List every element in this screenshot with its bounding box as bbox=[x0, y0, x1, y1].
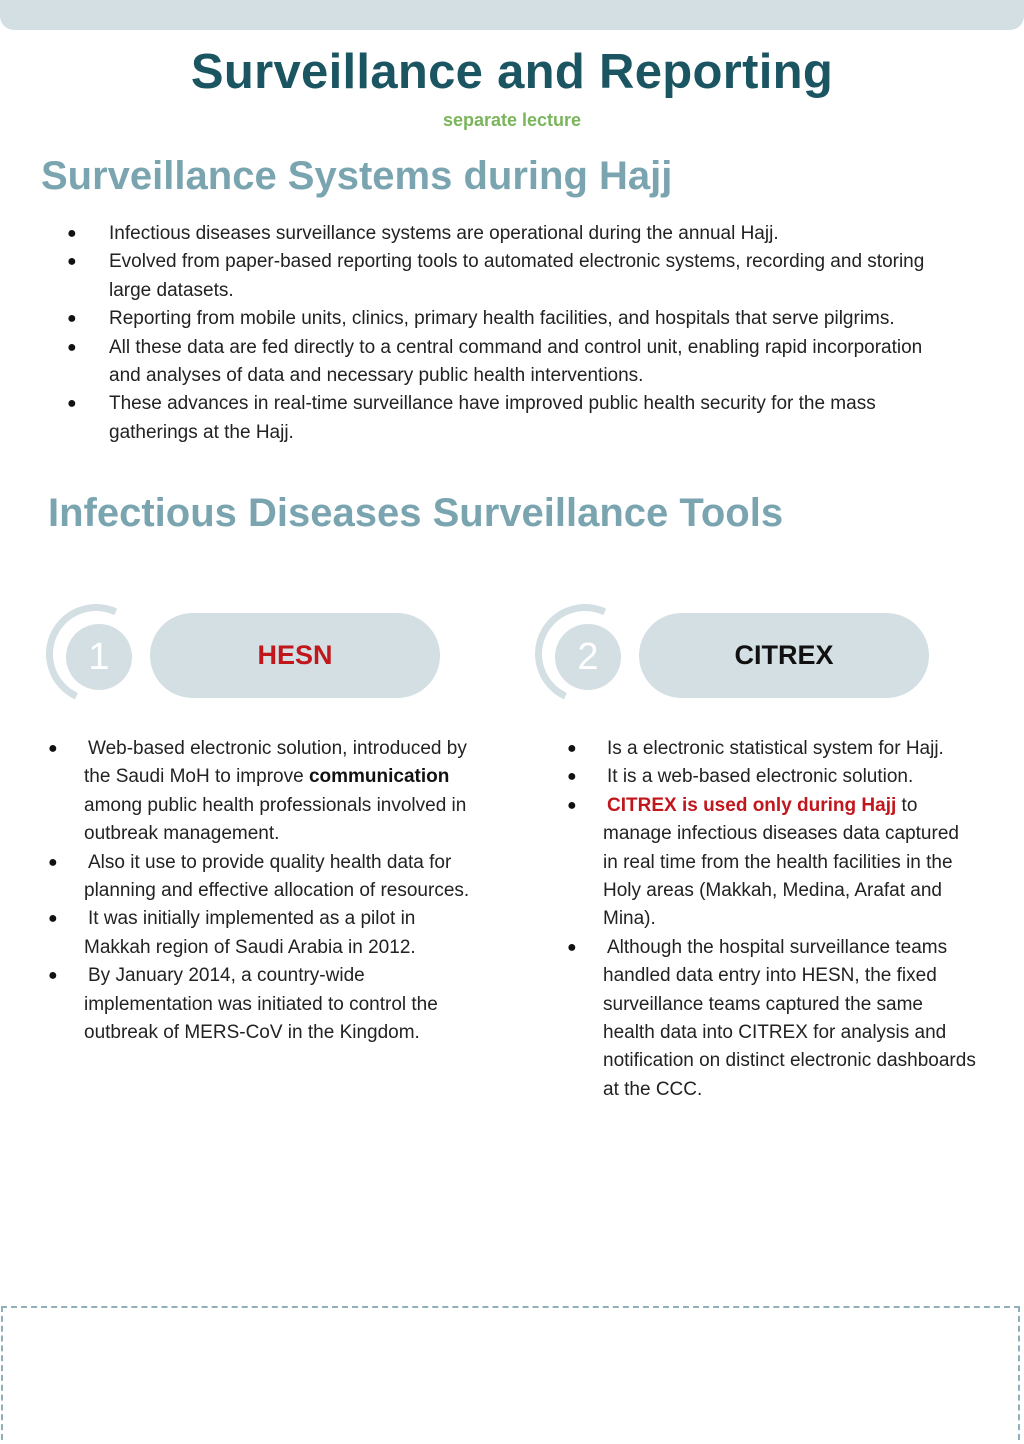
tool-number-badge: 1 bbox=[66, 624, 132, 690]
tool-number-badge: 2 bbox=[555, 624, 621, 690]
footer-dashed-box bbox=[1, 1306, 1020, 1440]
bullet-dot-icon: ● bbox=[567, 740, 577, 757]
hesn-details-list bbox=[48, 735, 479, 1047]
page-title: Surveillance and Reporting bbox=[190, 45, 834, 99]
tool-card-citrex bbox=[531, 602, 971, 707]
bullet-dot-icon: ● bbox=[567, 938, 577, 956]
list-item: ● It was initially implemented as a pilot in Makkah region of Saudi Arabia in 2012. bbox=[84, 905, 479, 962]
bullet-dot-icon: ● bbox=[67, 395, 77, 413]
list-item: ● Infectious diseases surveillance systems are operational during the annual Hajj. bbox=[109, 220, 939, 248]
bullet-dot-icon: ● bbox=[67, 310, 77, 328]
bullet-dot-icon: ● bbox=[67, 338, 77, 356]
bullet-dot-icon: ● bbox=[567, 768, 577, 786]
bullet-dot-icon: ● bbox=[67, 253, 77, 271]
list-item: ● Evolved from paper-based reporting tools to automated electronic systems, recording and storing large datasets. bbox=[109, 248, 939, 305]
list-item: ● Web-based electronic solution, introduced by the Saudi MoH to improve communication among public health professionals involved in outbreak management. bbox=[84, 735, 479, 849]
bullet-dot-icon: ● bbox=[67, 225, 77, 242]
tool-name-citrex: CITREX bbox=[734, 640, 834, 670]
list-item: ● By January 2014, a country-wide implementation was initiated to control the outbreak of MERS-CoV in the Kingdom. bbox=[84, 962, 479, 1047]
bullet-dot-icon: ● bbox=[48, 853, 58, 871]
list-item: ● These advances in real-time surveillance have improved public health security for the mass gatherings at the Hajj. bbox=[109, 390, 939, 447]
list-item: ● Reporting from mobile units, clinics, primary health facilities, and hospitals that serve pilgrims. bbox=[109, 305, 939, 333]
tool-name-hesn: HESN bbox=[257, 640, 333, 670]
bullet-dot-icon: ● bbox=[48, 740, 58, 757]
list-item: ● Although the hospital surveillance teams handled data entry into HESN, the fixed surveillance teams captured the same health data into CITREX for analysis and notification on distinct electronic dashboards at the CCC. bbox=[603, 934, 978, 1104]
citrex-details-list bbox=[567, 735, 978, 1104]
top-decorative-band bbox=[0, 0, 1024, 30]
bullet-dot-icon: ● bbox=[48, 967, 58, 985]
list-item: ● All these data are fed directly to a central command and control unit, enabling rapid incorporation and analyses of data and necessary public health interventions. bbox=[109, 334, 939, 391]
list-item: ● It is a web-based electronic solution. bbox=[603, 763, 978, 791]
surveillance-systems-list bbox=[67, 220, 939, 447]
list-item: ● Is a electronic statistical system for Hajj. bbox=[603, 735, 978, 763]
list-item: ● Also it use to provide quality health data for planning and effective allocation of resources. bbox=[84, 849, 479, 906]
section-heading-surveillance-tools: Infectious Diseases Surveillance Tools bbox=[48, 491, 784, 535]
bullet-dot-icon: ● bbox=[567, 796, 577, 814]
bullet-dot-icon: ● bbox=[48, 910, 58, 928]
list-item: ● CITREX is used only during Hajj to manage infectious diseases data captured in real time from the health facilities in the Holy areas (Makkah, Medina, Arafat and Mina). bbox=[603, 792, 978, 934]
tool-card-hesn bbox=[42, 602, 482, 707]
section-heading-surveillance-systems: Surveillance Systems during Hajj bbox=[41, 154, 673, 198]
page-subtitle: separate lecture bbox=[442, 110, 582, 130]
